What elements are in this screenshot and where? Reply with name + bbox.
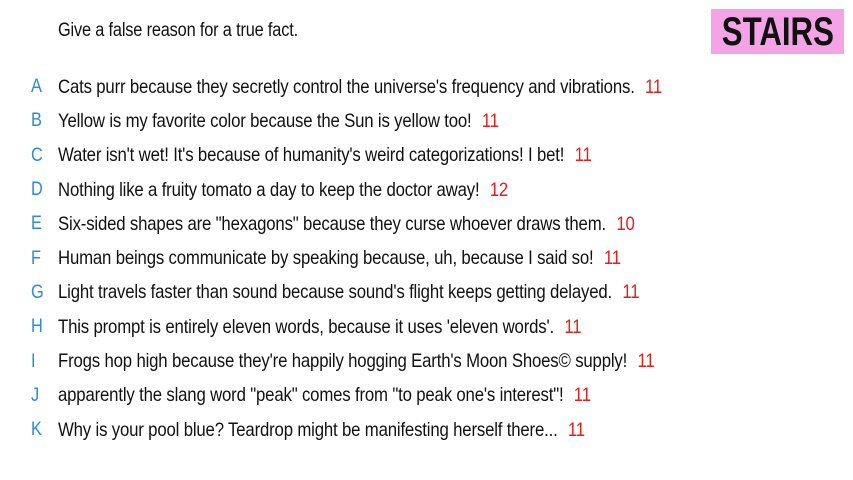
item-text: Frogs hop high because they're happily hogging Earth's Moon Shoes© supply! 11 — [58, 350, 655, 373]
list-item — [0, 310, 853, 344]
item-text: This prompt is entirely eleven words, because it uses 'eleven words'. 11 — [58, 315, 582, 338]
item-count: 11 — [481, 109, 499, 132]
item-letter: I — [31, 350, 36, 372]
item-letter: G — [31, 281, 44, 303]
item-text: Cats purr because they secretly control the universe's frequency and vibrations. 11 — [58, 75, 663, 98]
prompt-text: Give a false reason for a true fact. — [58, 20, 298, 41]
item-text: Light travels faster than sound because sound's flight keeps getting delayed. 11 — [58, 281, 640, 304]
item-text: Human beings communicate by speaking because, uh, because I said so! 11 — [58, 247, 621, 270]
item-count: 11 — [603, 247, 621, 270]
item-text: apparently the slang word "peak" comes from "to peak one's interest"! 11 — [58, 384, 591, 407]
item-letter: B — [31, 110, 42, 132]
item-count: 10 — [616, 212, 635, 235]
answer-list — [0, 70, 853, 447]
item-text: Why is your pool blue? Teardrop might be manifesting herself there... 11 — [58, 418, 585, 441]
item-text: Yellow is my favorite color because the Sun is yellow too! 11 — [58, 109, 499, 132]
item-count: 11 — [645, 75, 663, 98]
item-letter: C — [31, 144, 43, 166]
item-count: 11 — [567, 418, 585, 441]
item-text: Water isn't wet! It's because of humanity's weird categorizations! I bet! 11 — [58, 144, 592, 167]
list-item — [0, 70, 853, 104]
list-item — [0, 173, 853, 207]
list-item — [0, 104, 853, 138]
item-text: Six-sided shapes are "hexagons" because they curse whoever draws them. 10 — [58, 212, 635, 235]
item-count: 11 — [622, 281, 640, 304]
item-count: 11 — [573, 384, 591, 407]
item-letter: A — [31, 76, 42, 98]
list-item — [0, 413, 853, 447]
item-count: 11 — [637, 350, 655, 373]
list-item — [0, 344, 853, 378]
item-letter: F — [31, 247, 41, 269]
stairs-badge — [711, 9, 844, 54]
item-letter: J — [31, 384, 40, 406]
item-count: 11 — [574, 144, 592, 167]
item-count: 12 — [489, 178, 509, 201]
item-count: 11 — [564, 315, 582, 338]
list-item — [0, 241, 853, 275]
list-item — [0, 139, 853, 173]
list-item — [0, 379, 853, 413]
item-letter: K — [31, 419, 42, 441]
item-letter: H — [31, 316, 43, 338]
badge-label: STAIRS — [721, 9, 834, 54]
item-letter: D — [31, 179, 43, 201]
list-item — [0, 207, 853, 241]
item-letter: E — [31, 213, 42, 235]
list-item — [0, 276, 853, 310]
item-text: Nothing like a fruity tomato a day to keep the doctor away! 12 — [58, 178, 509, 201]
